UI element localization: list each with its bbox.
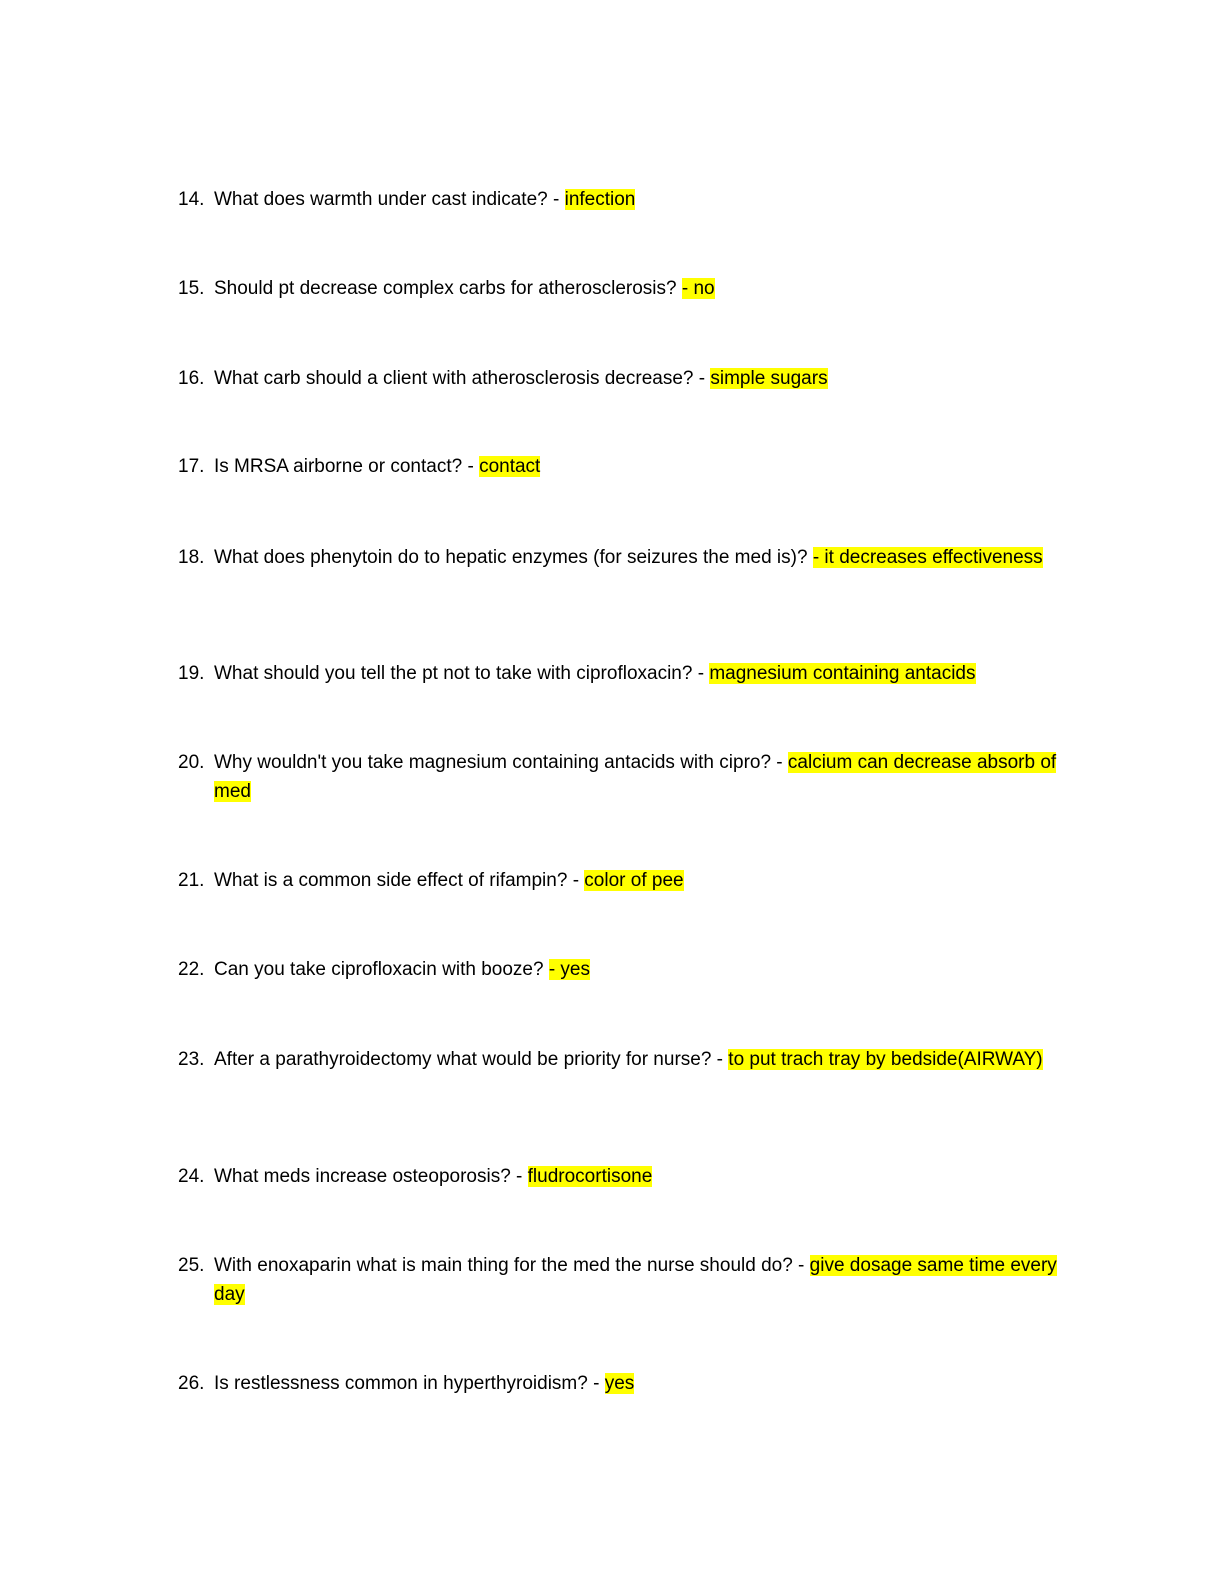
question-text: What meds increase osteoporosis? -: [214, 1166, 528, 1187]
item-text: [214, 364, 1058, 393]
answer-highlight: - yes: [548, 959, 590, 980]
item-number: 20.: [178, 752, 205, 773]
list-item: [178, 659, 1058, 688]
answer-highlight: simple sugars: [710, 368, 828, 389]
item-number: 17.: [178, 456, 205, 477]
item-text: [214, 185, 1058, 214]
answer-highlight: to put trach tray by bedside(AIRWAY): [728, 1049, 1043, 1070]
item-number: 14.: [178, 189, 205, 210]
answer-highlight: color of pee: [584, 870, 684, 891]
list-item: [178, 274, 1058, 303]
item-text: [214, 1251, 1058, 1309]
list-item: [178, 452, 1058, 481]
list-item: [178, 955, 1058, 984]
question-text: After a parathyroidectomy what would be priority for nurse? -: [214, 1049, 729, 1070]
item-text: [214, 955, 1058, 984]
item-number: 16.: [178, 368, 205, 389]
item-text: [214, 1045, 1058, 1074]
list-item: [178, 1162, 1058, 1191]
question-text: What is a common side effect of rifampin? -: [214, 870, 585, 891]
item-number: 15.: [178, 278, 205, 299]
list-item: [178, 866, 1058, 895]
item-number: 19.: [178, 663, 205, 684]
list-item: [178, 364, 1058, 393]
item-number: 22.: [178, 959, 205, 980]
item-text: [214, 748, 1058, 806]
question-text: Why wouldn't you take magnesium containing antacids with cipro? -: [214, 752, 788, 773]
answer-highlight: yes: [604, 1373, 635, 1394]
question-text: What does phenytoin do to hepatic enzymes (for seizures the med is)?: [214, 547, 813, 568]
list-item: [178, 1369, 1058, 1398]
answer-highlight: infection: [564, 189, 636, 210]
list-item: [178, 543, 1058, 572]
item-text: [214, 274, 1058, 303]
list-item: [178, 748, 1058, 806]
item-number: 25.: [178, 1255, 205, 1276]
item-text: [214, 452, 1058, 481]
item-text: [214, 659, 1058, 688]
list-item: [178, 185, 1058, 214]
item-number: 23.: [178, 1049, 205, 1070]
question-text: Is restlessness common in hyperthyroidism? -: [214, 1373, 605, 1394]
list-item: [178, 1045, 1058, 1074]
item-text: [214, 1162, 1058, 1191]
item-number: 24.: [178, 1166, 205, 1187]
item-text: [214, 866, 1058, 895]
answer-highlight: magnesium containing antacids: [709, 663, 976, 684]
answer-highlight: - no: [681, 278, 715, 299]
question-text: What carb should a client with atherosclerosis decrease? -: [214, 368, 711, 389]
question-text: Should pt decrease complex carbs for atherosclerosis?: [214, 278, 682, 299]
question-text: Is MRSA airborne or contact? -: [214, 456, 480, 477]
item-text: [214, 1369, 1058, 1398]
question-text: Can you take ciprofloxacin with booze?: [214, 959, 549, 980]
question-text: What does warmth under cast indicate? -: [214, 189, 565, 210]
item-text: [214, 543, 1058, 572]
question-text: With enoxaparin what is main thing for the med the nurse should do? -: [214, 1255, 810, 1276]
item-number: 18.: [178, 547, 205, 568]
answer-highlight: - it decreases effectiveness: [812, 547, 1043, 568]
item-number: 26.: [178, 1373, 205, 1394]
answer-highlight: fludrocortisone: [527, 1166, 653, 1187]
list-item: [178, 1251, 1058, 1309]
item-number: 21.: [178, 870, 205, 891]
answer-highlight: give dosage same time every day: [214, 1255, 1057, 1305]
question-text: What should you tell the pt not to take with ciprofloxacin? -: [214, 663, 710, 684]
answer-highlight: calcium can decrease absorb of med: [214, 752, 1057, 802]
answer-highlight: contact: [479, 456, 541, 477]
